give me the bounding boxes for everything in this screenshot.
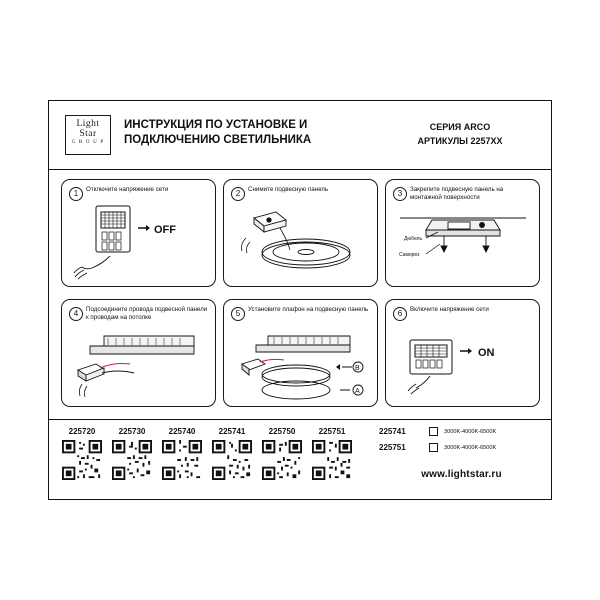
step-5-marker-b: B — [355, 365, 360, 372]
qr-item — [211, 427, 253, 485]
color-temp-sku: 225751 — [379, 443, 406, 452]
series-label: СЕРИЯ ARCO — [429, 122, 491, 132]
step-3-note-2: Саморез — [399, 252, 420, 258]
step-card-4 — [61, 299, 216, 407]
logo-line-3: G R O U P — [71, 140, 105, 145]
step-card-2 — [223, 179, 378, 287]
qr-code-icon — [312, 440, 352, 480]
qr-item — [261, 427, 303, 485]
header-divider — [49, 169, 551, 170]
step-6-label: ON — [478, 347, 495, 359]
step-caption: Подсоедините провода подвесной панели к проводам на потолке — [86, 306, 208, 321]
step-5-illustration — [224, 318, 378, 407]
logo-line-2: Star — [79, 129, 97, 139]
qr-item — [311, 427, 353, 485]
qr-code-icon — [262, 440, 302, 480]
footer-divider — [49, 419, 551, 420]
brand-logo — [65, 115, 111, 155]
step-card-5 — [223, 299, 378, 407]
qr-sku-label: 225740 — [168, 427, 196, 436]
step-3-illustration — [386, 198, 540, 287]
qr-code-row — [61, 427, 361, 485]
step-caption: Закрепите подвесную панель на монтажной поверхности — [410, 186, 504, 201]
qr-sku-label: 225750 — [268, 427, 296, 436]
qr-code-icon — [162, 440, 202, 480]
instruction-page — [48, 100, 552, 500]
qr-code-icon — [212, 440, 252, 480]
step-caption: Включите напряжение сети — [410, 306, 489, 313]
color-temp-value: 3000K-4000K-6500K — [444, 428, 497, 435]
step-5-marker-a: A — [355, 388, 360, 395]
page-header — [49, 101, 551, 169]
checkbox[interactable] — [429, 443, 438, 452]
step-1-label: OFF — [154, 224, 176, 236]
step-card-1 — [61, 179, 216, 287]
step-card-6 — [385, 299, 540, 407]
color-temp-row — [379, 427, 549, 436]
step-number: 5 — [231, 307, 245, 321]
step-number: 3 — [393, 187, 407, 201]
step-number: 2 — [231, 187, 245, 201]
step-number: 1 — [69, 187, 83, 201]
product-meta — [385, 120, 535, 148]
step-number: 6 — [393, 307, 407, 321]
step-card-3 — [385, 179, 540, 287]
logo-line-1: Light — [76, 119, 100, 129]
step-number: 4 — [69, 307, 83, 321]
color-temp-row — [379, 443, 549, 452]
article-label: АРТИКУЛЫ 2257XX — [417, 136, 503, 146]
step-4-illustration — [62, 318, 216, 407]
step-caption: Установите плафон на подвесную панель — [248, 306, 369, 313]
color-temp-value: 3000K-4000K-6500K — [444, 444, 497, 451]
checkbox[interactable] — [429, 427, 438, 436]
step-2-illustration — [224, 198, 378, 287]
qr-code-icon — [62, 440, 102, 480]
color-temperature-options — [379, 427, 549, 459]
step-caption: Отключите напряжение сети — [86, 186, 169, 193]
qr-item — [161, 427, 203, 485]
steps-grid — [61, 179, 541, 409]
step-6-illustration — [386, 318, 540, 407]
qr-item — [111, 427, 153, 485]
color-temp-sku: 225741 — [379, 427, 406, 436]
qr-item — [61, 427, 103, 485]
qr-sku-label: 225741 — [218, 427, 246, 436]
step-3-note-1: Дюбель — [404, 236, 423, 242]
qr-sku-label: 225751 — [318, 427, 346, 436]
qr-sku-label: 225730 — [118, 427, 146, 436]
qr-sku-label: 225720 — [68, 427, 96, 436]
step-caption: Снимите подвесную панель — [248, 186, 329, 193]
qr-code-icon — [112, 440, 152, 480]
website-link[interactable]: www.lightstar.ru — [421, 469, 502, 480]
step-1-illustration — [62, 198, 216, 287]
page-title: ИНСТРУКЦИЯ ПО УСТАНОВКЕ И ПОДКЛЮЧЕНИЮ СВЕТИЛЬНИКА — [124, 119, 312, 146]
